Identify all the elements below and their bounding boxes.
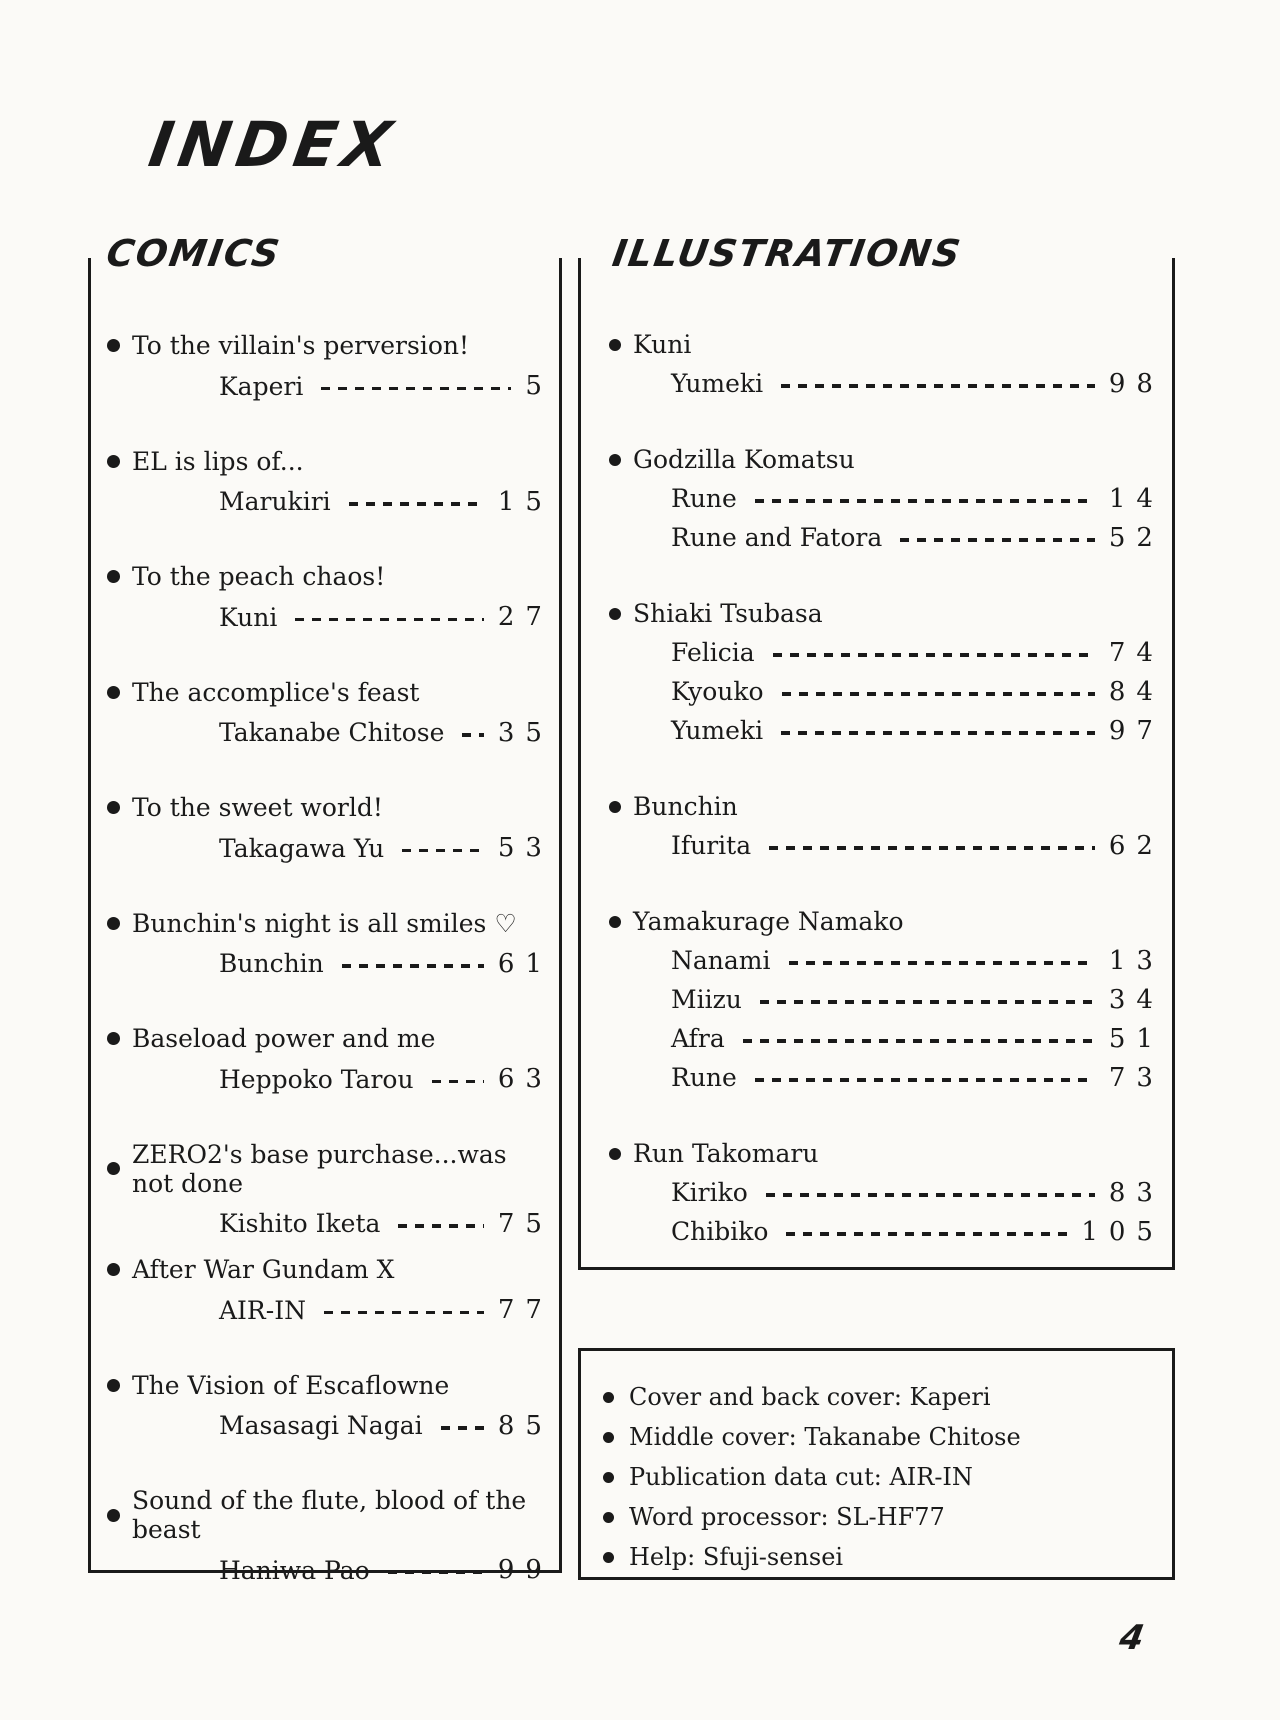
artist-works xyxy=(609,826,1164,865)
credits-list xyxy=(603,1377,1172,1577)
work-page-number: 13 xyxy=(1108,945,1164,976)
entry-byline xyxy=(107,1555,553,1585)
comics-entry xyxy=(91,447,559,563)
entry-author: Takagawa Yu xyxy=(219,833,385,863)
artist-group xyxy=(609,902,1164,1097)
entry-author: Takanabe Chitose xyxy=(219,718,445,747)
work-name: Rune and Fatora xyxy=(671,523,883,552)
dash-leader xyxy=(782,692,1095,696)
credit-text: Help: Sfuji-sensei xyxy=(629,1543,844,1571)
comics-heading: COMICS xyxy=(103,232,285,275)
bullet-icon xyxy=(107,1509,120,1522)
comics-entry xyxy=(91,909,559,1025)
bullet-icon xyxy=(609,454,621,466)
work-page-number: 98 xyxy=(1108,368,1164,399)
artist-line xyxy=(609,787,1156,826)
bullet-icon xyxy=(107,1162,120,1175)
work-row xyxy=(609,711,1164,750)
page-number: 4 xyxy=(1116,1618,1148,1658)
bullet-icon xyxy=(107,339,120,352)
entry-byline xyxy=(107,371,553,401)
work-name: Afra xyxy=(671,1024,725,1053)
comics-entry xyxy=(91,1140,559,1256)
entry-title: After War Gundam X xyxy=(132,1255,395,1284)
entry-page-number: 5 xyxy=(525,371,553,401)
dash-leader xyxy=(781,731,1095,735)
entry-byline xyxy=(107,1208,553,1239)
work-name: Chibiko xyxy=(671,1217,769,1246)
artist-works xyxy=(609,479,1164,557)
artist-works xyxy=(609,941,1164,1097)
artist-name: Yamakurage Namako xyxy=(633,907,904,936)
dash-leader xyxy=(755,1078,1095,1082)
artist-name: Godzilla Komatsu xyxy=(633,445,855,474)
entry-title-line xyxy=(107,793,545,822)
work-page-number: 105 xyxy=(1081,1216,1164,1247)
bullet-icon xyxy=(603,1552,614,1563)
artist-name: Shiaki Tsubasa xyxy=(633,599,823,628)
entry-author: AIR-IN xyxy=(219,1295,306,1325)
bullet-icon xyxy=(107,801,120,814)
entry-page-number: 27 xyxy=(497,602,553,632)
artist-line xyxy=(609,325,1156,364)
work-name: Kiriko xyxy=(671,1178,748,1207)
bullet-icon xyxy=(107,1032,120,1045)
comics-entry xyxy=(91,331,559,447)
work-name: Kyouko xyxy=(671,677,764,706)
entry-page-number: 75 xyxy=(497,1208,553,1239)
entry-title-line xyxy=(107,562,545,591)
entry-byline xyxy=(107,833,553,863)
entry-title: EL is lips of... xyxy=(132,446,304,476)
work-name: Felicia xyxy=(671,638,755,667)
bullet-icon xyxy=(107,1263,120,1276)
entry-title-line xyxy=(107,1140,545,1198)
work-row xyxy=(609,1058,1164,1097)
entry-title-line xyxy=(107,1371,545,1400)
artist-name: Run Takomaru xyxy=(633,1139,819,1168)
bullet-icon xyxy=(609,801,621,813)
artist-group xyxy=(609,594,1164,750)
artist-works xyxy=(609,364,1164,403)
work-page-number: 51 xyxy=(1108,1023,1164,1054)
credit-item xyxy=(603,1537,1172,1577)
credits-box xyxy=(578,1348,1175,1580)
bullet-icon xyxy=(107,1379,120,1392)
entry-title: To the peach chaos! xyxy=(132,562,386,591)
entry-byline xyxy=(107,948,553,979)
illustrations-section xyxy=(578,232,1175,1270)
credit-text: Word processor: SL-HF77 xyxy=(629,1503,945,1531)
bullet-icon xyxy=(609,339,621,351)
entry-title-line xyxy=(107,1024,545,1053)
artist-line xyxy=(609,594,1156,633)
dash-leader xyxy=(766,1193,1095,1197)
entry-author: Kishito Iketa xyxy=(219,1209,381,1238)
entry-title-line xyxy=(107,909,545,938)
bullet-icon xyxy=(603,1392,614,1403)
work-page-number: 73 xyxy=(1108,1062,1164,1093)
work-page-number: 52 xyxy=(1108,522,1164,553)
entry-author: Haniwa Pao xyxy=(219,1555,370,1585)
work-page-number: 14 xyxy=(1108,483,1164,514)
entry-title: The Vision of Escaflowne xyxy=(132,1370,450,1400)
entry-title: The accomplice's feast xyxy=(132,677,420,707)
entry-byline xyxy=(107,1410,553,1441)
entry-title-line xyxy=(107,678,545,707)
dash-leader xyxy=(773,653,1095,657)
entry-byline xyxy=(107,1064,553,1094)
artist-group xyxy=(609,440,1164,557)
work-name: Rune xyxy=(671,484,737,513)
comics-entry xyxy=(91,1486,559,1602)
page-title: INDEX xyxy=(144,108,403,181)
entry-author: Heppoko Tarou xyxy=(219,1064,414,1094)
artist-line xyxy=(609,902,1156,941)
credit-text: Cover and back cover: Kaperi xyxy=(629,1383,991,1411)
dash-leader xyxy=(388,1571,484,1575)
work-name: Ifurita xyxy=(671,831,752,860)
dash-leader xyxy=(324,1311,484,1315)
comics-entry xyxy=(91,678,559,794)
entry-byline xyxy=(107,602,553,632)
credit-item xyxy=(603,1417,1172,1457)
credit-item xyxy=(603,1377,1172,1417)
work-name: Yumeki xyxy=(671,369,764,398)
work-page-number: 83 xyxy=(1108,1177,1164,1208)
illustrations-list xyxy=(581,325,1172,1251)
comics-entry xyxy=(91,1255,559,1371)
dash-leader xyxy=(786,1232,1067,1236)
dash-leader xyxy=(781,384,1095,388)
work-page-number: 97 xyxy=(1108,715,1164,746)
entry-byline xyxy=(107,1295,553,1325)
artist-group xyxy=(609,1134,1164,1251)
entry-title-line xyxy=(107,331,545,360)
entry-byline xyxy=(107,717,553,748)
work-row xyxy=(609,980,1164,1019)
artist-name: Kuni xyxy=(633,330,692,359)
bullet-icon xyxy=(107,570,120,583)
work-row xyxy=(609,479,1164,518)
entry-title: To the sweet world! xyxy=(132,793,383,822)
dash-leader xyxy=(755,499,1095,503)
entry-page-number: 61 xyxy=(497,948,553,979)
artist-works xyxy=(609,1173,1164,1251)
artist-line xyxy=(609,1134,1156,1173)
entry-title: Baseload power and me xyxy=(132,1024,436,1053)
entry-page-number: 63 xyxy=(497,1064,553,1094)
dash-leader xyxy=(441,1426,484,1430)
bullet-icon xyxy=(107,917,120,930)
entry-author: Marukiri xyxy=(219,487,331,516)
entry-title-line xyxy=(107,1255,545,1284)
dash-leader xyxy=(349,502,484,506)
entry-byline xyxy=(107,486,553,517)
artist-group xyxy=(609,787,1164,865)
comics-entry xyxy=(91,1024,559,1140)
credit-text: Publication data cut: AIR-IN xyxy=(629,1463,973,1491)
bullet-icon xyxy=(107,686,120,699)
entry-author: Kuni xyxy=(219,602,278,632)
artist-line xyxy=(609,440,1156,479)
dash-leader xyxy=(321,387,511,391)
bullet-icon xyxy=(107,455,120,468)
bullet-icon xyxy=(609,1148,621,1160)
dash-leader xyxy=(743,1039,1095,1043)
work-row xyxy=(609,1019,1164,1058)
dash-leader xyxy=(295,618,484,622)
artist-group xyxy=(609,325,1164,403)
work-page-number: 84 xyxy=(1108,676,1164,707)
entry-title: Bunchin's night is all smiles ♡ xyxy=(132,908,517,938)
work-row xyxy=(609,364,1164,403)
work-page-number: 62 xyxy=(1108,830,1164,861)
work-row xyxy=(609,672,1164,711)
comics-list xyxy=(91,331,559,1602)
dash-leader xyxy=(900,538,1095,542)
work-row xyxy=(609,826,1164,865)
illustrations-heading: ILLUSTRATIONS xyxy=(609,232,965,275)
work-row xyxy=(609,941,1164,980)
credit-item xyxy=(603,1497,1172,1537)
entry-page-number: 77 xyxy=(497,1295,553,1325)
comics-entry xyxy=(91,793,559,909)
entry-title-line xyxy=(107,447,545,476)
dash-leader xyxy=(789,961,1095,965)
bullet-icon xyxy=(603,1472,614,1483)
work-row xyxy=(609,1212,1164,1251)
dash-leader xyxy=(462,733,483,737)
artist-name: Bunchin xyxy=(633,792,738,821)
work-name: Yumeki xyxy=(671,716,764,745)
entry-title-line xyxy=(107,1486,545,1544)
work-name: Nanami xyxy=(671,946,771,975)
entry-page-number: 85 xyxy=(497,1410,553,1441)
dash-leader xyxy=(402,849,484,853)
entry-page-number: 35 xyxy=(497,717,553,748)
artist-works xyxy=(609,633,1164,750)
comics-section xyxy=(88,232,562,1585)
entry-page-number: 15 xyxy=(497,486,553,517)
dash-leader xyxy=(398,1224,483,1228)
bullet-icon xyxy=(603,1512,614,1523)
entry-page-number: 53 xyxy=(497,833,553,863)
work-row xyxy=(609,633,1164,672)
work-page-number: 34 xyxy=(1108,984,1164,1015)
entry-author: Masasagi Nagai xyxy=(219,1411,423,1440)
work-name: Miizu xyxy=(671,985,742,1014)
dash-leader xyxy=(760,1000,1095,1004)
credit-text: Middle cover: Takanabe Chitose xyxy=(629,1423,1021,1451)
entry-author: Bunchin xyxy=(219,949,324,978)
bullet-icon xyxy=(609,608,621,620)
work-row xyxy=(609,518,1164,557)
entry-title: ZERO2's base purchase...was not done xyxy=(132,1139,507,1198)
work-name: Rune xyxy=(671,1063,737,1092)
entry-title: To the villain's perversion! xyxy=(132,331,470,360)
work-row xyxy=(609,1173,1164,1212)
dash-leader xyxy=(342,964,484,968)
entry-title: Sound of the flute, blood of the beast xyxy=(132,1486,527,1544)
bullet-icon xyxy=(603,1432,614,1443)
credit-item xyxy=(603,1457,1172,1497)
entry-page-number: 99 xyxy=(497,1555,553,1585)
comics-entry xyxy=(91,1371,559,1487)
bullet-icon xyxy=(609,916,621,928)
dash-leader xyxy=(769,846,1095,850)
entry-author: Kaperi xyxy=(219,371,304,401)
dash-leader xyxy=(432,1080,484,1084)
comics-entry xyxy=(91,562,559,678)
work-page-number: 74 xyxy=(1108,637,1164,668)
